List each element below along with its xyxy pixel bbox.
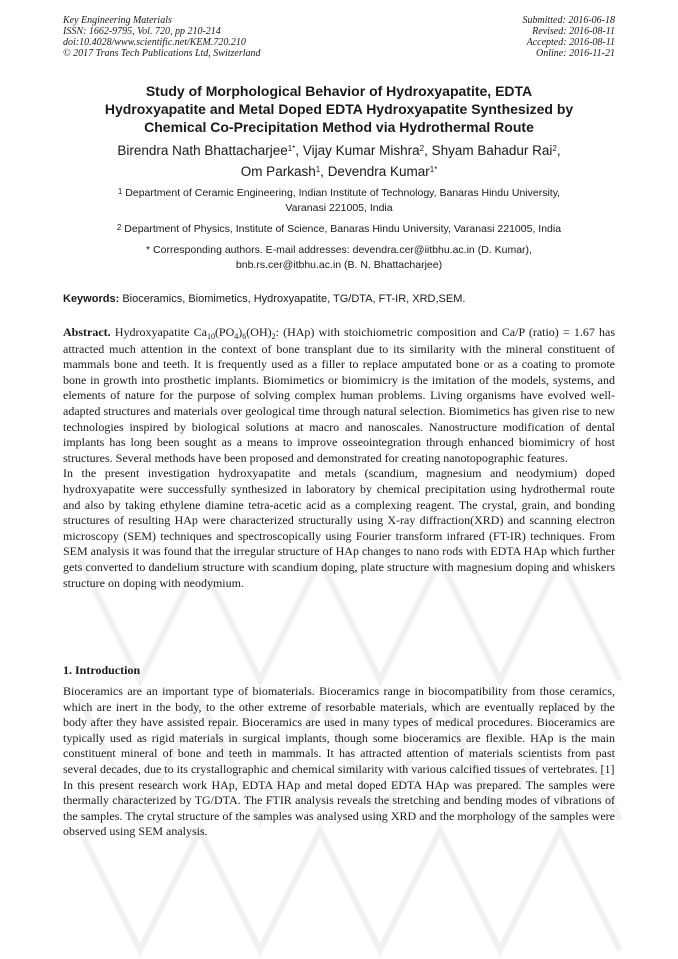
intro-paragraph: In this present research work HAp, EDTA HAp and metal doped EDTA HAp was prepared. The samples were thermally characterized by TG/DTA. The FTIR analysis reveals the stretching and bending modes of vibrations of the samples. The crytal structure of the samples was analysed using XRD and the morphology of the samples were observed using SEM analysis. <box>63 777 615 839</box>
corresponding-line: * Corresponding authors. E-mail addresses: devendra.cer@iitbhu.ac.in (D. Kumar), <box>146 244 532 256</box>
online-date: Online: 2016-11-21 <box>536 48 615 59</box>
corresponding-authors <box>63 243 615 273</box>
affiliation-text: Department of Physics, Institute of Science, Banaras Hindu University, Varanasi 221005, India <box>124 223 562 235</box>
doi-line: doi:10.4028/www.scientific.net/KEM.720.210 <box>63 37 246 48</box>
affiliation-marker: 2 <box>116 223 122 232</box>
abstract-paragraph: In the present investigation hydroxyapatite and metals (scandium, magnesium and neodymium) doped hydroxyapatite were successfully synthesized in laboratory by chemical precipitation using hydrothermal route and also by taking ethylene diamine tetra-acetic acid as a complexing reagent. The crystal, grain, and bonding structures of resulting HAp were characterized structurally using X-ray diffraction(XRD) and scanning electron microscopy (SEM) techniques and spectroscopically using Fourier transform infrared (FT-IR) techniques. From SEM analysis it was found that the irregular structure of HAp changes to nano rods with EDTA HAp which further gets converted to dandelium structure with scandium doping, plate structure with magnesium doping and whiskers structure on doping with neodymium. <box>63 466 615 590</box>
copyright-line: © 2017 Trans Tech Publications Ltd, Switzerland <box>63 48 261 59</box>
author-marker: 2 <box>552 144 557 153</box>
title-line: Study of Morphological Behavior of Hydroxyapatite, EDTA <box>145 83 533 99</box>
formula-subscript: 4 <box>234 332 239 341</box>
abstract-paragraph <box>63 325 615 466</box>
affiliation-text: Varanasi 221005, India <box>285 202 393 214</box>
formula-text: (OH) <box>246 325 272 339</box>
formula-subscript: 10 <box>206 332 215 341</box>
section-heading: 1. Introduction <box>63 663 141 677</box>
author-list: Birendra Nath Bhattacharjee$^{1*}$, Vijay Kumar Mishra$^2$, Shyam Bahadur Rai$^2$, Om Parkash$^1$, Devendra Kumar$^{1*}$ <box>117 143 561 179</box>
author-marker: 1* <box>429 165 438 174</box>
keywords <box>63 292 615 306</box>
author-name: Devendra Kumar <box>327 164 430 179</box>
revised-date: Revised: 2016-08-11 <box>532 26 615 37</box>
affiliation-marker: 1 <box>117 187 123 196</box>
title-line: Chemical Co-Precipitation Method via Hydrothermal Route <box>144 119 534 135</box>
introduction <box>63 684 615 840</box>
author-name: Vijay Kumar Mishra <box>302 143 420 158</box>
accepted-date: Accepted: 2016-08-11 <box>526 37 615 48</box>
dates-header <box>523 15 616 59</box>
abstract-label: Abstract. <box>63 325 111 339</box>
formula-text: ) <box>238 325 243 339</box>
corresponding-line: bnb.rs.cer@itbhu.ac.in (B. N. Bhattacharjee) <box>235 259 443 271</box>
keywords-text: Bioceramics, Biomimetics, Hydroxyapatite, TG/DTA, FT-IR, XRD,SEM. <box>122 293 466 305</box>
formula-text: (PO <box>214 325 235 339</box>
abstract-text: : (HAp) with stoichiometric composition and Ca/P (ratio) = 1.67 has attracted much attention in the context of bone transplant due to its similarity with the mineral constituent of mammals bone and teeth. It is frequently used as a filler to replace amputated bone or as a coating to promote bone in growth into prosthetic implants. Biomimetics or biomimicry is the imitation of the models, systems, and elements of nature for the purpose of solving complex human problems. Living organisms have evolved well-adapted structures and materials over geological time through natural selection. Biomimetics has given rise to new technologies inspired by biological solutions at macro and nanoscales. Nanostructure modification of dental implants has long been sought as a means to improve osseointegration through enhanced biomimicry of host structures. Several methods have been proposed and demonstrated for creating nanotopographic features. <box>63 325 616 465</box>
author-name: Shyam Bahadur Rai <box>431 143 553 158</box>
formula-text: Hydroxyapatite Ca <box>114 325 207 339</box>
keywords-label: Keywords: <box>63 293 120 305</box>
paper-title <box>63 82 615 136</box>
author-name: Birendra Nath Bhattacharjee <box>117 143 288 158</box>
journal-header <box>63 15 261 59</box>
author-name: Om Parkash <box>240 164 316 179</box>
intro-paragraph: Bioceramics are an important type of biomaterials. Bioceramics range in biocompatibility from those ceramics, which are inert in the body, to the other extreme of resorbable materials, which are eventually replaced by the body after they have assisted repair. Bioceramics are used in many types of medical procedures. Bioceramics are typically used as rigid materials in surgical implants, though some bioceramics are flexible. HAp is the main constituent mineral of bone and teeth in mammals. It has attracted attention of materials scientists from past several decades, due to its crystallographic and chemical similarity with various calcified tissues of vertebrates. [1] <box>63 684 615 776</box>
issn-line: ISSN: 1662-9795, Vol. 720, pp 210-214 <box>63 26 221 37</box>
abstract <box>63 325 615 591</box>
formula-subscript: 6 <box>242 332 247 341</box>
formula-subscript: 2 <box>271 332 276 341</box>
submitted-date: Submitted: 2016-06-18 <box>522 15 615 26</box>
title-line: Hydroxyapatite and Metal Doped EDTA Hydroxyapatite Synthesized by <box>104 101 574 117</box>
affiliation-1 <box>63 186 615 216</box>
author-marker: 2 <box>419 144 425 153</box>
affiliation-text: Department of Ceramic Engineering, Indian Institute of Technology, Banaras Hindu University, <box>125 187 561 199</box>
affiliation-2 <box>63 222 615 237</box>
author-marker: 1 <box>315 165 321 174</box>
author-marker: 1* <box>287 144 296 153</box>
journal-name: Key Engineering Materials <box>63 15 172 26</box>
